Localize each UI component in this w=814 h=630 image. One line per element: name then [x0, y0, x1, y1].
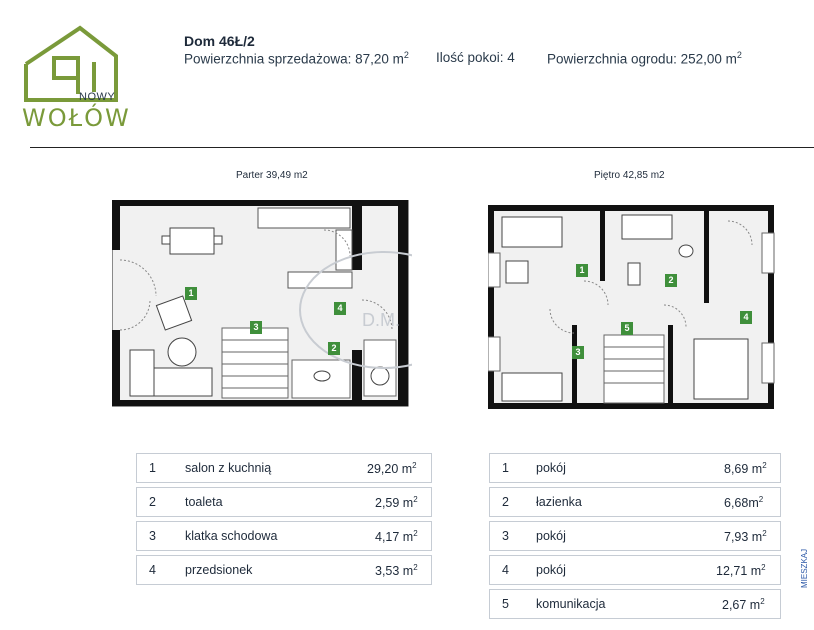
header-divider: [30, 147, 814, 148]
area-value: 2,59 $m^2$: [375, 495, 418, 511]
watermark-text: D.M.: [362, 310, 400, 330]
ground-marker-2: 2: [328, 342, 340, 355]
garden-area: Powierzchnia ogrodu: 252,00 $m^2$: [547, 50, 742, 67]
table-row: 5 komunikacja 2,67 $m^2$: [489, 589, 781, 619]
area-value: 12,71 $m^2$: [716, 563, 766, 579]
ground-marker-4: 4: [334, 302, 346, 315]
side-text: MIESZKAJ: [800, 548, 809, 588]
area-value: 8,69 $m^2$: [724, 461, 767, 477]
table-row: 3 pokój 7,93 $m^2$: [489, 521, 781, 551]
logo-text-big: WOŁÓW: [22, 104, 131, 132]
ground-marker-3: 3: [250, 321, 262, 334]
room-count: Ilość pokoi: 4: [436, 50, 515, 65]
logo-text-small: NOWY: [79, 91, 116, 103]
page-title: Dom 46Ł/2: [184, 33, 255, 49]
table-row: 3 klatka schodowa 4,17 $m^2$: [136, 521, 432, 551]
ground-marker-1: 1: [185, 287, 197, 300]
area-value: 4,17 $m^2$: [375, 529, 418, 545]
table-row: 4 przedsionek 3,53 $m^2$: [136, 555, 432, 585]
area-value: 2,67 $m^2$: [722, 597, 765, 613]
table-row: 2 łazienka $6,68m^2$: [489, 487, 781, 517]
sales-area: Powierzchnia sprzedażowa: 87,20 $m^2$: [184, 50, 409, 67]
table-row: 1 pokój 8,69 $m^2$: [489, 453, 781, 483]
table-row: 2 toaleta 2,59 $m^2$: [136, 487, 432, 517]
upper-marker-5: 5: [621, 322, 633, 335]
ground-floor-plan: [112, 200, 412, 410]
upper-floor-plan: [488, 205, 776, 411]
upper-floor-caption: Piętro 42,85 m2: [594, 170, 665, 181]
ground-floor-caption: Parter 39,49 m2: [236, 170, 308, 181]
table-row: 4 pokój 12,71 $m^2$: [489, 555, 781, 585]
area-value: 3,53 $m^2$: [375, 563, 418, 579]
area-value: $6,68m^2$: [724, 495, 764, 511]
upper-marker-1: 1: [576, 264, 588, 277]
upper-marker-3: 3: [572, 346, 584, 359]
area-value: 29,20 $m^2$: [367, 461, 417, 477]
upper-marker-4: 4: [740, 311, 752, 324]
area-value: 7,93 $m^2$: [724, 529, 767, 545]
table-row: 1 salon z kuchnią 29,20 $m^2$: [136, 453, 432, 483]
upper-marker-2: 2: [665, 274, 677, 287]
